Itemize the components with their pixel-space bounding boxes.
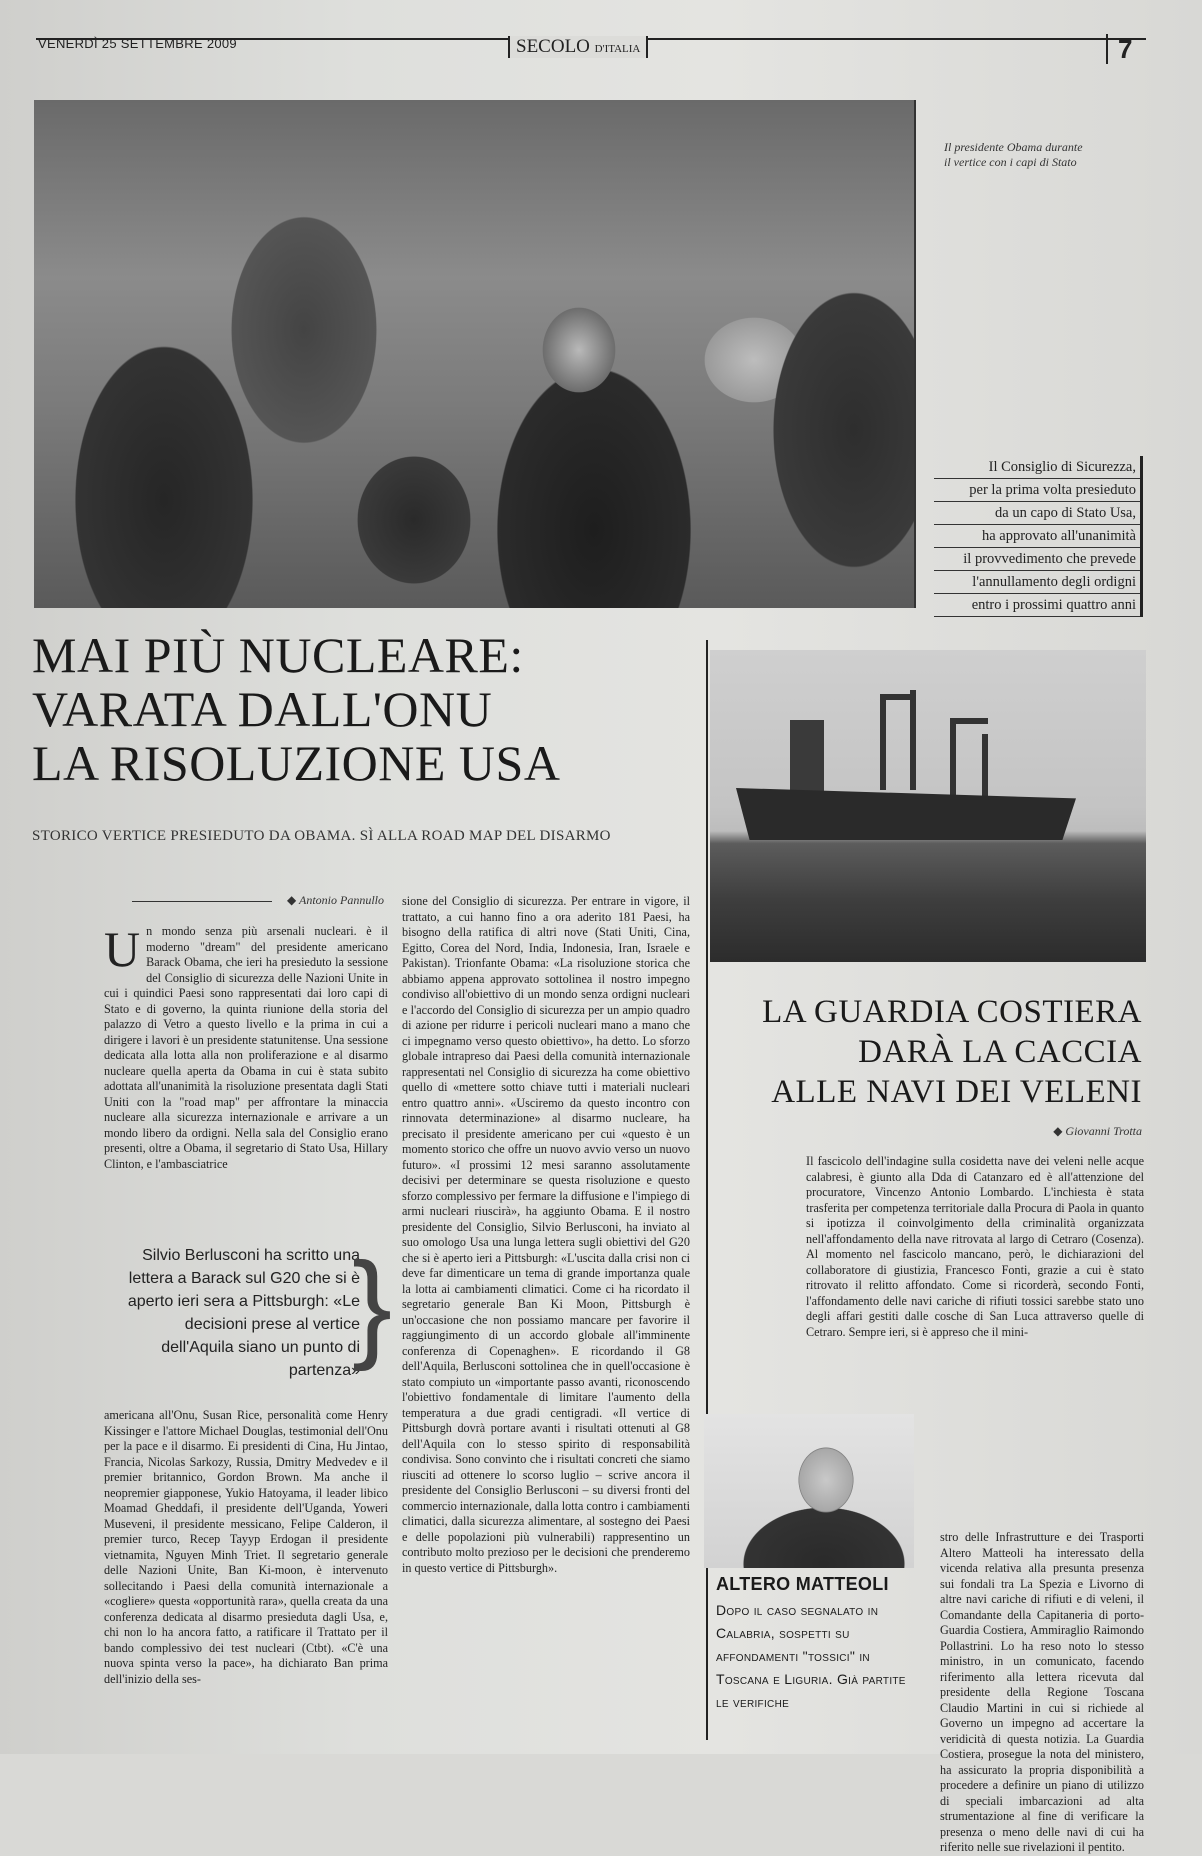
article1-subhead: STORICO VERTICE PRESIEDUTO DA OBAMA. SÌ ALLA ROAD MAP DEL DISARMO xyxy=(32,828,611,844)
column-divider xyxy=(706,640,708,1740)
pull-box-line: entro i prossimi quattro anni xyxy=(934,594,1140,617)
pull-box xyxy=(934,456,1143,617)
article1-column1-bottom: americana all'Onu, Susan Rice, personalità come Henry Kissinger e l'attore Michael Douglas, testimonial dell'Onu per la pace e il disarmo. Ei presidenti di Cina, Hu Jintao, Francia, Nicolas Sarkozy, Russia, Dmitry Medvedev e il premier britannico, Gordon Brown. Ma anche il neopremier giapponese, Yukio Hatoyama, il leader libico Moamad Gheddafi, il presidente dell'Uganda, Yoweri Museveni, il presidente messicano, Felipe Calderon, il premier turco, Recep Tayyp Erdogan il presidente vietnamita, Nguyen Minh Triet. Il segretario generale delle Nazioni Unite, Ban Ki-moon, è intervenuto sollecitando i Paesi della comunità internazionale a «cogliere» questa «opportunità rara», quella creata da una conferenza dedicata al disarmo presieduta dagli Usa, e, chi non lo ha ancora fatto, a ratificare il Trattato per il bando complessivo dei test nucleari (Ctbt). «C'è una nuova spinta verso la pace», ha dichiarato Ban prima dell'inizio della ses- xyxy=(104,1408,388,1686)
article2-headline xyxy=(712,992,1142,1112)
article2-column-top xyxy=(806,1154,1144,1340)
quote-brace-icon: } xyxy=(352,1238,393,1372)
pull-box-line: l'annullamento degli ordigni xyxy=(934,571,1140,594)
ship-crane xyxy=(982,734,988,800)
headline-line: VARATA DALL'ONU xyxy=(32,681,493,737)
photo-altero-matteoli xyxy=(704,1414,914,1568)
headline-line: MAI PIÙ NUCLEARE: xyxy=(32,627,524,683)
ship-crane xyxy=(910,690,916,790)
matteoli-text: Dopo il caso segnalato in Calabria, sospetti su affondamenti "tossici" in Toscana e Liguria. Già partite le verifiche xyxy=(716,1602,906,1710)
article2-column-bottom: stro delle Infrastrutture e dei Trasporti Altero Matteoli ha interessato della vicenda relativa alla presunta presenza sui fondali tra La Spezia e Livorno di altre navi cariche di rifiuti e di veleni, il Comandante della Capitaneria di porto-Guardia Costiera, Ammiraglio Raimondo Pollastrini. Lo ha reso noto lo stesso ministro, in un comunicato, facendo riferimento alla lettera ricevuta dal presidente della Regione Toscana Claudio Martini in cui si richiede al Governo un impegno ad accertare la veridicità di questa notizia. La Guardia Costiera, prosegue la nota del ministero, ha assicurato la propria disponibilità a procedere a definire un piano di utilizzo di speciali imbarcazioni ad alta strumentazione al fine di verificare la presenza o meno delle navi di cui ha riferito nelle sue rivelazioni il pentito. xyxy=(940,1530,1144,1854)
article2-text: l fascicolo dell'indagine sulla cosidetta nave dei veleni nelle acque calabresi, è giunto alla Dda di Catanzaro ed è all'attenzione del procuratore, Vincenzo Antonio Lombardo. L'inchiesta è stata trasferita per competenza territoriale dalla Procura di Paola in quanto si ipotizza il coinvolgimento della criminalità organizzata nell'affondamento della nave ritrovata al largo di Cetraro (Cosenza). Al momento nel fascicolo mancano, però, le dichiarazioni del collaboratore di giustizia, Francesco Fonti, grazie a cui è stato ritrovato il relitto affondato. Come si ricorderà, secondo Fonti, l'affondamento delle navi cariche di rifiuti tossici sarebbe stato uno degli affari gestiti dalle cosche di San Luca attraverso quelle di Cetraro. Sempre ieri, si è appreso che il mini- xyxy=(806,1154,1144,1339)
photo-ship xyxy=(710,650,1146,962)
article1-byline: ◆ Antonio Pannullo xyxy=(134,893,384,908)
article1-text: n mondo senza più arsenali nucleari. è il moderno "dream" del presidente americano Barack Obama, che ieri ha presieduto la sessione del Consiglio di sicurezza delle Nazioni Unite in cui i quindici Paesi sono rappresentati dai loro capi di Stato e di governo, la quinta riunione della storia del palazzo di Vetro a questo livello e la prima in cui a dirigere i lavori è un presidente statunitense. Una sessione dedicata alla lotta alla non proliferazione e al disarmo nucleare quella aperta da Obama in cui è stata subito adottata all'unanimità la risoluzione presentata dagli Stati Uniti con la "road map" per affrontare la minaccia nucleare alla sicurezza internazionale e arrivare a un mondo libero da ordigni. Nella sala del Consiglio erano presenti, oltre a Obama, il segretario di Stato Usa, Hillary Clinton, e l'ambasciatrice xyxy=(104,924,388,1171)
newspaper-suffix: D'ITALIA xyxy=(594,43,641,55)
dropcap: I xyxy=(806,1154,811,1168)
article1-column2: sione del Consiglio di sicurezza. Per entrare in vigore, il trattato, a cui hanno fino a ora aderito 181 Paesi, ha bisogno della ratifica di altri nove (Stati Uniti, Cina, Egitto, Corea del Nord, India, Indonesia, Iran, Israele e Pakistan). Trionfante Obama: «La risoluzione storica che abbiamo appena approvato sottolinea il nostro impegno condiviso all'obiettivo di un mondo senza ordigni nucleari e l'accordo del Consiglio di sicurezza per un ampio quadro di azione per ridurre i pericoli nucleari mano a mano che ci impegnamo verso questo obiettivo», ha detto. Lo sforzo globale intrapreso dai Paesi della comunità internazionale rappresentati nel Consiglio di sicurezza ha come obiettivo quello di «mettere sotto chiave tutti i materiali nucleari entro quattro anni». «Usciremo da questo incontro con rinnovata determinazione» al disarmo nucleare, ha precisato il presidente americano per cui «questo è un momento storico che offre un nuovo avvio verso un nuovo futuro». «I prossimi 12 mesi saranno assolutamente decisivi per determinare se questa risoluzione e questo sforzo complessivo per fermare la diffusione e l'impiego di armi nucleari riuscirà», ha aggiunto Obama. E il nostro presidente del Consiglio, Silvio Berlusconi, ha inviato al suo omologo Usa una lunga lettera sugli obiettivi del G20 che si è aperto ieri a Pittsburgh: «L'uscita dalla crisi non ci deve far dimenticare un tema di grande importanza quale la lotta ai cambiamenti climatici. Come ci ha ricordato il segretario generale Ban Ki Moon, Pittsburgh è un'occasione che non possiamo mancare per favorire il raggiungimento di un accordo globale all'imminente conferenza di Copenaghen». E ricordando il G8 dell'Aquila, Berlusconi sottolinea che in quell'occasione è stato compiuto un «importante passo avanti, riconoscendo l'obiettivo fondamentale di limitare l'aumento della temperatura a due gradi centigradi. «Il vertice di Pittsburgh dovrà portare avanti i risultati ottenuti al G8 dell'Aquila con lo stesso spirito di responsabilità condivisa. Sono convinto che i risultati concreti che siamo riusciti ad ottenere lo scorso luglio – scrive ancora il presidente del Consiglio Berlusconi – su diversi fronti del commercio internazionale, dalla lotta contro i cambiamenti climatici, dalla sicurezza alimentare, al sostegno dei Paesi e delle popolazioni più vulnerabili) rappresentino un contributo molto prezioso per le decisioni che prenderemo in questo vertice di Pittsburgh». xyxy=(402,894,690,1575)
page-number: 7 xyxy=(1106,34,1132,64)
newspaper-name xyxy=(508,36,648,58)
headline-line: ALLE NAVI DEI VELENI xyxy=(771,1074,1142,1110)
ship-crane xyxy=(950,718,956,796)
newspaper-title: SECOLO xyxy=(516,36,590,57)
article1-headline xyxy=(32,628,692,790)
ship-crane xyxy=(880,694,886,790)
headline-line: LA RISOLUZIONE USA xyxy=(32,735,561,791)
headline-line: LA GUARDIA COSTIERA xyxy=(762,994,1142,1030)
ship-hull xyxy=(736,788,1076,840)
pull-quote: Silvio Berlusconi ha scritto una lettera a Barack sul G20 che si è aperto ieri sera a Pittsburgh: «Le decisioni prese al vertice dell'Aquila siano un punto di partenza» xyxy=(127,1247,360,1379)
pull-box-line: per la prima volta presieduto xyxy=(934,479,1140,502)
photo-caption: Il presidente Obama durante il vertice con i capi di Stato xyxy=(944,140,1083,169)
matteoli-caption-box xyxy=(716,1574,916,1714)
article1-column1-top xyxy=(104,921,388,1172)
pull-box-line: Il Consiglio di Sicurezza, xyxy=(934,456,1140,479)
ship-superstructure xyxy=(790,720,824,792)
pull-box-line: da un capo di Stato Usa, xyxy=(934,502,1140,525)
pull-box-line: il provvedimento che prevede xyxy=(934,548,1140,571)
matteoli-name: ALTERO MATTEOLI xyxy=(716,1574,889,1594)
ship-crane xyxy=(880,694,916,700)
article2-byline: ◆ Giovanni Trotta xyxy=(1053,1124,1142,1138)
pull-box-line: ha approvato all'unanimità xyxy=(934,525,1140,548)
ship-crane xyxy=(950,718,988,724)
photo-obama-security-council xyxy=(34,100,916,608)
headline-line: DARÀ LA CACCIA xyxy=(858,1034,1142,1070)
dropcap: U xyxy=(104,921,141,977)
header-date: VENERDÌ 25 SETTEMBRE 2009 xyxy=(38,36,237,51)
